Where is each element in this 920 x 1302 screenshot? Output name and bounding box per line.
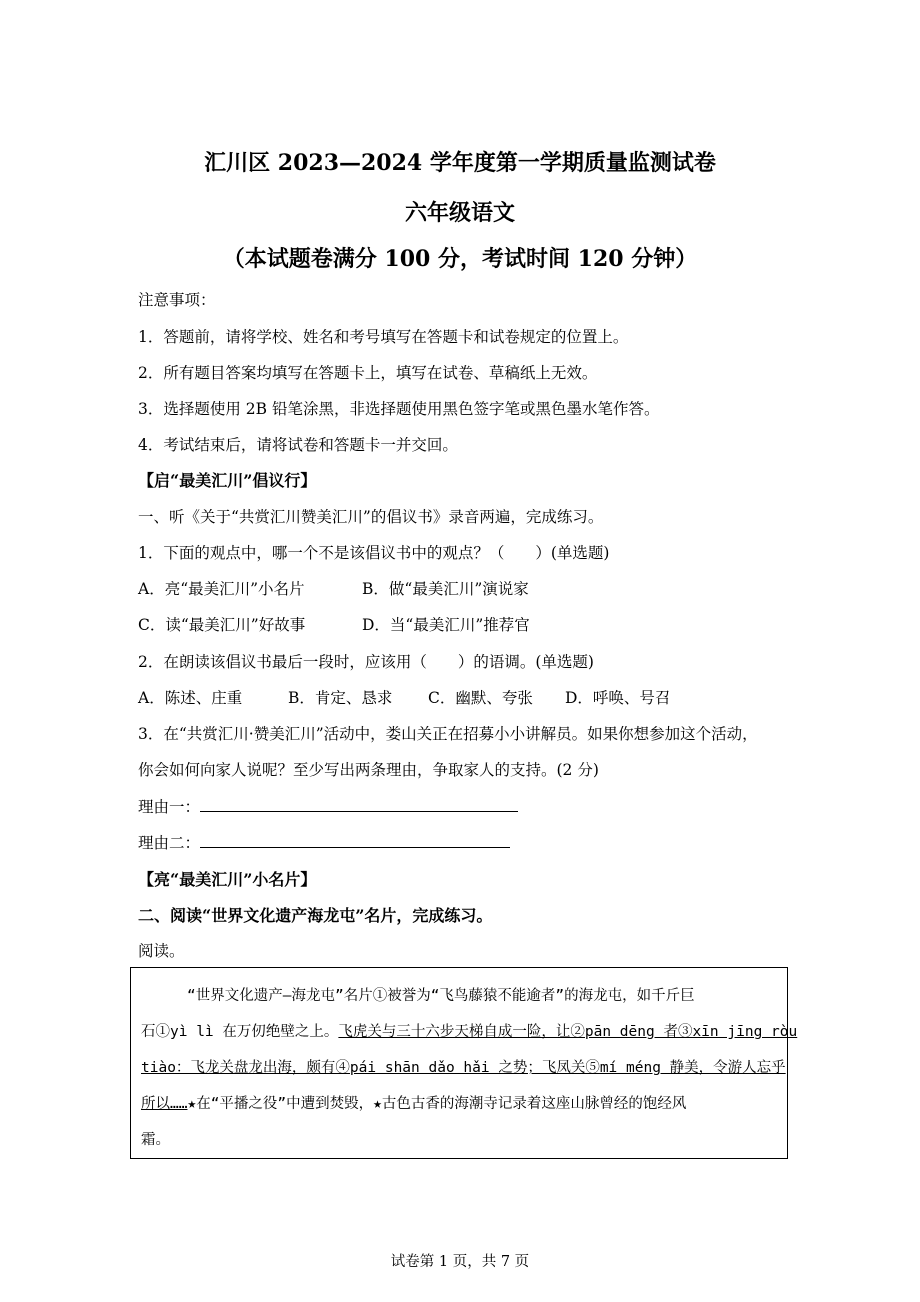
notice-item-1: 1．答题前，请将学校、姓名和考号填写在答题卡和试卷规定的位置上。 bbox=[138, 328, 629, 346]
reason-1-blank[interactable] bbox=[200, 797, 518, 812]
section1-header: 【启“最美汇川”倡议行】 bbox=[138, 471, 317, 490]
question-3-line-2: 你会如何向家人说呢？至少写出两条理由，争取家人的支持。(2 分) bbox=[138, 761, 599, 779]
reason-1-label: 理由一： bbox=[138, 798, 201, 816]
passage-line-2a: 石①yì lì 在万仞绝壁之上。 bbox=[141, 1024, 339, 1040]
passage-line-1: “世界文化遗产—海龙屯”名片①被誉为“飞鸟藤猿不能逾者”的海龙屯，如千斤巨 bbox=[187, 988, 695, 1004]
reason-2-label: 理由二： bbox=[138, 834, 201, 852]
reason-1-row bbox=[138, 795, 518, 817]
passage-line-4 bbox=[141, 1092, 686, 1113]
q2-option-d: D．呼唤、号召 bbox=[565, 689, 671, 707]
q1-option-b: B．做“最美汇川”演说家 bbox=[362, 580, 529, 598]
exam-info: （本试题卷满分 100 分，考试时间 120 分钟） bbox=[222, 246, 698, 272]
section2-intro: 二、阅读“世界文化遗产海龙屯”名片，完成练习。 bbox=[138, 906, 493, 925]
q1-option-c: C．读“最美汇川”好故事 bbox=[138, 616, 306, 634]
passage-box bbox=[130, 967, 798, 1159]
page-footer: 试卷第 1 页，共 7 页 bbox=[390, 1254, 530, 1270]
exam-title: 汇川区 2023—2024 学年度第一学期质量监测试卷 bbox=[204, 150, 716, 176]
passage-line-4b: ★在“平播之役”中遭到焚毁，★古色古香的海潮寺记录着这座山脉曾经的饱经风 bbox=[187, 1096, 687, 1112]
passage-line-2 bbox=[141, 1020, 797, 1041]
section2-header: 【亮“最美汇川”小名片】 bbox=[138, 870, 317, 889]
notice-item-2: 2．所有题目答案均填写在答题卡上，填写在试卷、草稿纸上无效。 bbox=[138, 364, 598, 382]
notice-heading: 注意事项： bbox=[138, 291, 216, 309]
question-3-line-1: 3．在“共赏汇川·赞美汇川”活动中，娄山关正在招募小小讲解员。如果你想参加这个活动， bbox=[138, 725, 758, 743]
q1-option-a: A．亮“最美汇川”小名片 bbox=[138, 580, 305, 598]
question-1: 1．下面的观点中，哪一个不是该倡议书中的观点？（ ）(单选题) bbox=[138, 544, 610, 562]
exam-subtitle: 六年级语文 bbox=[404, 200, 515, 226]
reason-2-blank[interactable] bbox=[200, 833, 510, 848]
passage-line-3: tiào：飞龙关盘龙出海，颇有④pái shān dǎo hǎi 之势；飞凤关⑤mí méng 静美，令游人忘乎 bbox=[141, 1060, 786, 1076]
notice-item-3: 3．选择题使用 2B 铅笔涂黑，非选择题使用黑色签字笔或黑色墨水笔作答。 bbox=[138, 400, 660, 418]
read-label: 阅读。 bbox=[138, 942, 185, 960]
reason-2-row bbox=[138, 831, 510, 853]
question-2: 2．在朗读该倡议书最后一段时，应该用（ ）的语调。(单选题) bbox=[138, 653, 594, 671]
notice-item-4: 4．考试结束后，请将试卷和答题卡一并交回。 bbox=[138, 436, 458, 454]
q2-option-a: A．陈述、庄重 bbox=[138, 689, 243, 707]
q2-option-b: B．肯定、恳求 bbox=[288, 689, 393, 707]
section1-intro: 一、听《关于“共赏汇川赞美汇川”的倡议书》录音两遍，完成练习。 bbox=[138, 508, 604, 526]
passage-line-4a: 所以…… bbox=[141, 1096, 188, 1112]
q1-option-d: D．当“最美汇川”推荐官 bbox=[362, 616, 530, 634]
passage-line-2b: 飞虎关与三十六步天梯自成一险，让②pān dēng 者③xīn jīng ròu bbox=[338, 1024, 798, 1040]
passage-line-5: 霜。 bbox=[141, 1132, 170, 1148]
q2-option-c: C．幽默、夸张 bbox=[428, 689, 533, 707]
